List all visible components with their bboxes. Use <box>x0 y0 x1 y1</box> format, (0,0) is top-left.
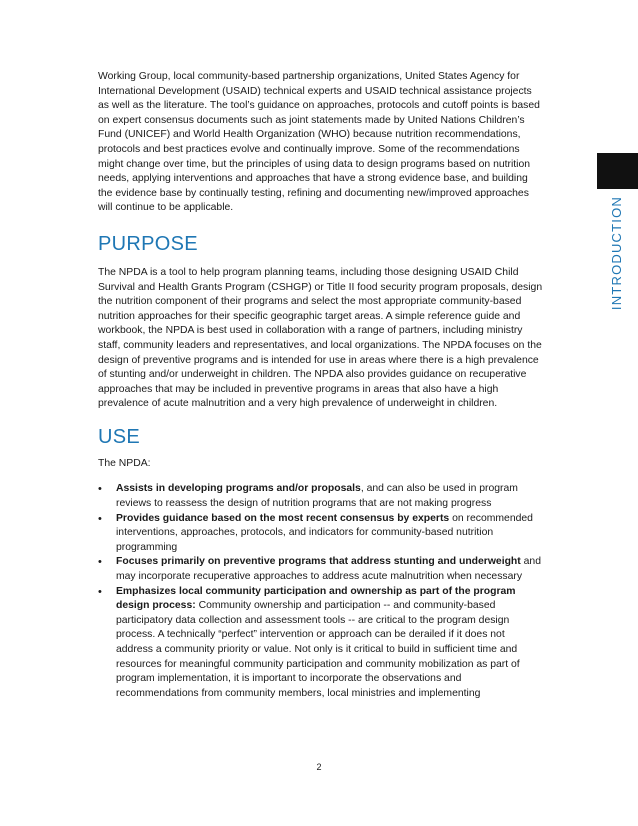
use-heading: USE <box>98 425 141 448</box>
bullet-bold: Provides guidance based on the most recent consensus by experts <box>116 512 450 524</box>
purpose-heading: PURPOSE <box>98 232 198 255</box>
page-content <box>98 70 544 701</box>
section-tab-marker <box>597 153 638 189</box>
bullet-text: on recommended interventions, approaches, protocols, and indicators for community-based nutrition programming <box>116 512 533 553</box>
bullet-bold: Assists in developing programs and/or proposals <box>116 483 361 495</box>
intro-paragraph: Working Group, local community-based partnership organizations, United States Agency for International Development (USAID) technical experts and USAID technical assistance projects as well as the literature. The tool’s guidance on approaches, protocols and cutoff points is based on expert consensus documents such as joint statements made by United Nations Children’s Fund (UNICEF) and World Health Organization (WHO) because nutrition recommendations, protocols and best practices evolve and continually improve. Some of the recommendations might change over time, but the principles of using data to design programs based on nutrition needs, applying interventions and approaches that have a strong evidence base, and building the evidence base by continually testing, refining and documenting new/improved approaches will continue to be applicable. <box>98 71 540 214</box>
use-intro: The NPDA: <box>98 457 151 469</box>
bullet-item <box>98 482 544 511</box>
bullet-item <box>98 555 544 584</box>
bullet-text: Community ownership and participation -- and community-based participatory data collection and assessment tools -- are critical to the program design process. A technically “perfect” intervention or approach can be derailed if it does not address a community priority or value. Not only is it critical to build in sufficient time and resources for meaningful community participation and community mobilization as part of program implementation, it is important to incorporate the observations and recommendations from community members, local ministries and implementing <box>116 600 520 699</box>
bullet-item <box>98 512 544 556</box>
use-bullet-list <box>98 482 544 701</box>
page-number: 2 <box>316 762 322 772</box>
bullet-bold: Emphasizes local community participation and ownership as part of the program design process: <box>116 585 516 612</box>
section-side-label: INTRODUCTION <box>609 196 624 311</box>
bullet-text: and may incorporate recuperative approaches to address acute malnutrition when necessary <box>116 556 541 583</box>
bullet-bold: Focuses primarily on preventive programs that address stunting and underweight <box>116 556 521 568</box>
bullet-text: , and can also be used in program reviews to reassess the design of nutrition programs that are not making progress <box>116 483 518 510</box>
purpose-paragraph: The NPDA is a tool to help program planning teams, including those designing USAID Child Survival and Health Grants Program (CSHGP) or Title II food security program proposals, design the nutrition component of their programs and select the most appropriate community-based nutrition approaches for their specific geographic target areas. A simple reference guide and workbook, the NPDA is best used in collaboration with a range of partners, including ministry staff, community leaders and representatives, and local organizations. The NPDA focuses on the design of preventive programs and is intended for use in areas where there is a high prevalence of stunting and/or underweight in children. The NPDA also provides guidance on recuperative approaches that may be included in preventive programs in areas that also have a high prevalence of acute malnutrition and a very high prevalence of underweight in children. <box>98 266 543 410</box>
bullet-item <box>98 585 544 702</box>
